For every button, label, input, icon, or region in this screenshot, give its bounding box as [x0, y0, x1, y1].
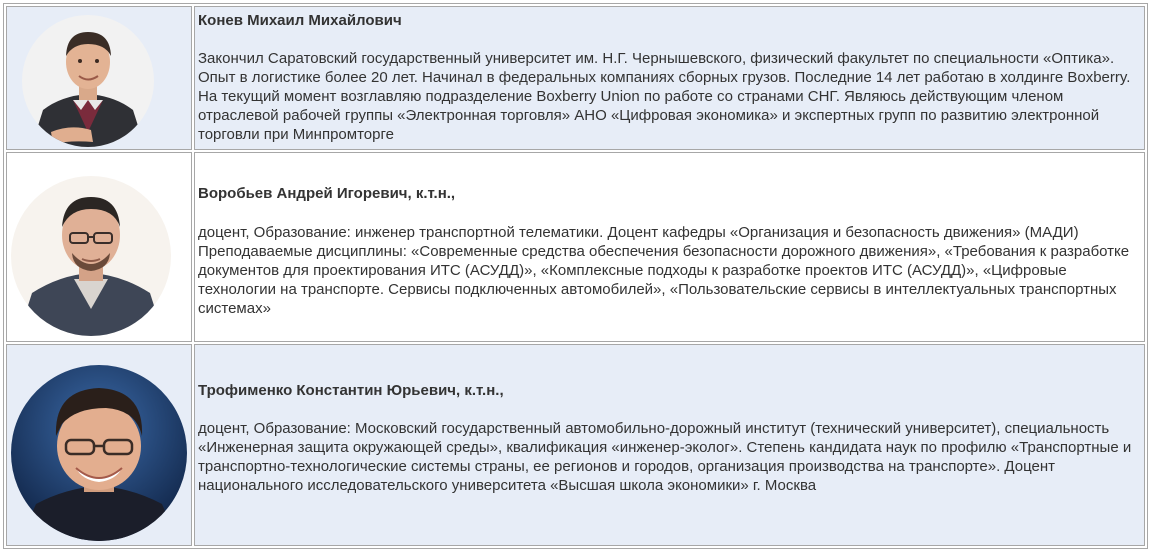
speaker-photo-trofimenko — [10, 364, 188, 542]
photo-cell — [6, 344, 192, 546]
speaker-name: Воробьев Андрей Игоревич, к.т.н., — [198, 185, 456, 202]
speaker-row — [6, 152, 1145, 342]
speaker-bio: доцент, Образование: инженер транспортной телематики. Доцент кафедры «Организация и безопасность движения» (МАДИ) Преподаваемые дисциплины: «Современные средства обеспечения безопасности дорожного движения», «Требования к разработке документов для проектирования ИТС (АСУДД)», «Комплексные подходы к разработке проектов ИТС (АСУДД)», «Цифровые технологии на транспорте. Сервисы подключенных автомобилей», «Пользовательские сервисы в интеллектуальных транспортных системах» — [198, 224, 1130, 317]
photo-cell — [6, 152, 192, 342]
speaker-name: Конев Михаил Михайлович — [198, 12, 402, 29]
speaker-photo-vorobyev — [10, 175, 172, 337]
speaker-photo-konev — [21, 14, 155, 148]
info-cell — [194, 6, 1145, 150]
speaker-row — [6, 344, 1145, 546]
speaker-bio: доцент, Образование: Московский государственный автомобильно-дорожный институт (технический университет), специальность «Инженерная защита окружающей среды», квалификация «инженер-эколог». Степень кандидата наук по профилю «Транспортные и транспортно-технологические системы страны, ее регионов и городов, организация производства на транспорте». Доцент национального исследовательского университета «Высшая школа экономики» г. Москва — [198, 420, 1132, 494]
info-cell — [194, 344, 1145, 546]
speaker-name: Трофименко Константин Юрьевич, к.т.н., — [198, 382, 504, 399]
photo-cell — [6, 6, 192, 150]
speakers-table — [3, 3, 1148, 549]
speaker-bio: Закончил Саратовский государственный университет им. Н.Г. Чернышевского, физический факультет по специальности «Оптика». Опыт в логистике более 20 лет. Начинал в федеральных компаниях сборных грузов. Последние 14 лет работаю в холдинге Boxberry. На текущий момент возглавляю подразделение Boxberry Union по работе со странами СНГ. Являюсь действующим членом отраслевой рабочей группы «Электронная торговля» АНО «Цифровая экономика» и экспертных групп по развитию электронной торговли при Минпромторге — [198, 50, 1131, 143]
info-cell — [194, 152, 1145, 342]
speaker-row — [6, 6, 1145, 150]
